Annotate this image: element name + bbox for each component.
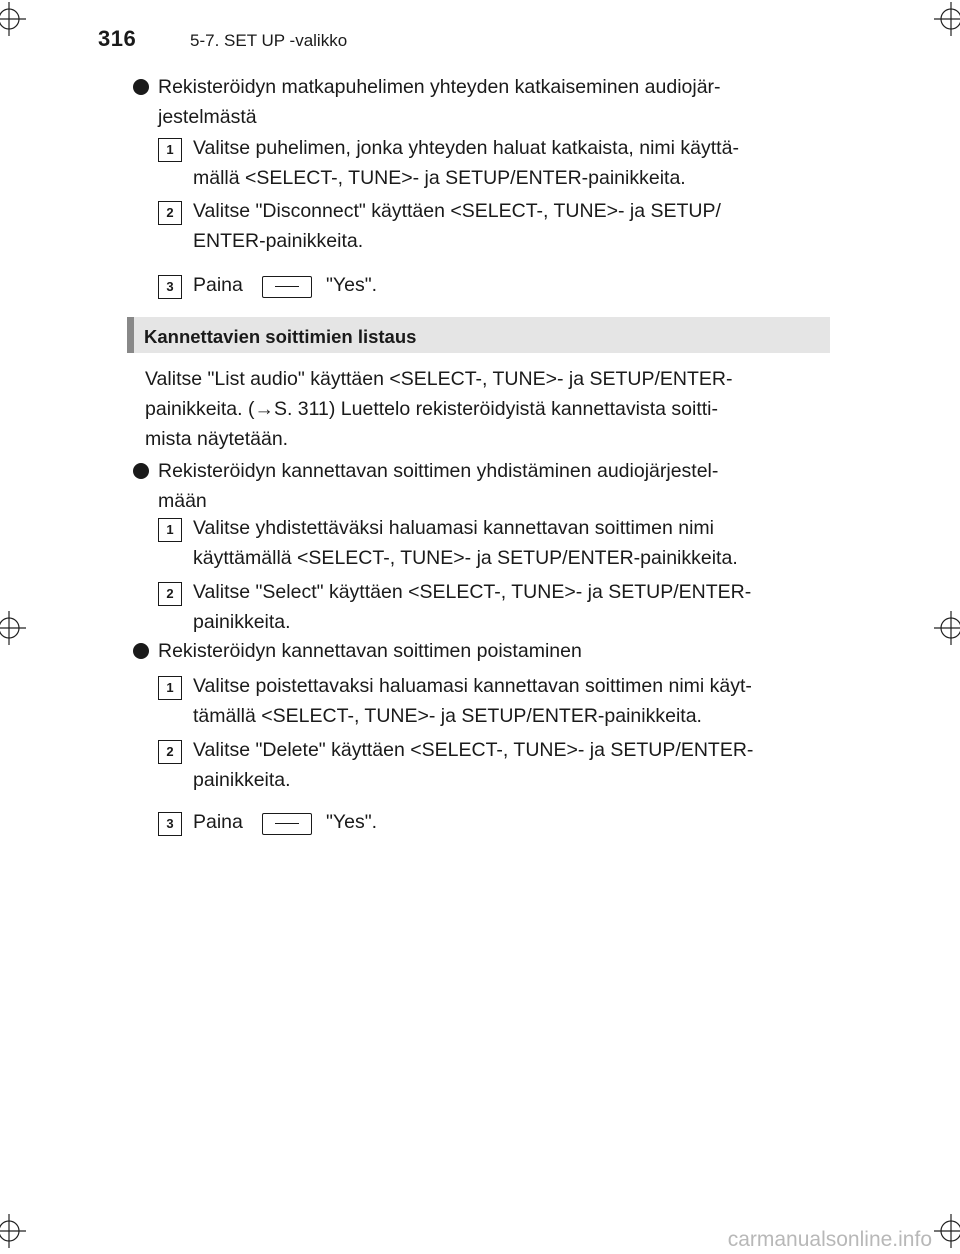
crop-mark-middle-right-icon xyxy=(934,611,960,645)
step-text: Valitse "Disconnect" käyttäen <SELECT-, TUNE>- ja SETUP/ ENTER-painikkeita. xyxy=(193,200,721,252)
crop-mark-bottom-right-icon xyxy=(934,1214,960,1248)
step-text: Valitse "Select" käyttäen <SELECT-, TUNE>- ja SETUP/ENTER- painikkeita. xyxy=(193,581,752,633)
bullet-icon xyxy=(133,79,149,95)
crop-mark-bottom-left-icon xyxy=(0,1214,26,1248)
page-number: 316 xyxy=(98,26,137,51)
step-text: Valitse poistettavaksi haluamasi kannettavan soittimen nimi käyt- tämällä <SELECT-, TUNE>- ja SETUP/ENTER-painikkeita. xyxy=(193,675,752,727)
step-text-before: Paina xyxy=(193,274,243,296)
crop-mark-top-left-icon xyxy=(0,2,26,36)
bullet-icon xyxy=(133,463,149,479)
block1-heading: Rekisteröidyn matkapuhelimen yhteyden katkaiseminen audiojär- jestelmästä xyxy=(158,76,721,128)
step-number-box: 2 xyxy=(158,201,182,225)
section-title: Kannettavien soittimien listaus xyxy=(144,326,417,347)
watermark-text: carmanualsonline.info xyxy=(727,1228,932,1251)
block3-heading: Rekisteröidyn kannettavan soittimen poistaminen xyxy=(158,640,582,662)
section-intro: Valitse "List audio" käyttäen <SELECT-, TUNE>- ja SETUP/ENTER- painikkeita. (→S. 311) Luettelo rekisteröidyistä kannettavista soitti- mista näytetään. xyxy=(145,368,733,450)
step-text-after: "Yes". xyxy=(326,274,378,296)
crop-mark-top-right-icon xyxy=(934,2,960,36)
block2-heading: Rekisteröidyn kannettavan soittimen yhdistäminen audiojärjestel- mään xyxy=(158,460,719,512)
bullet-icon xyxy=(133,643,149,659)
step-text: Valitse puhelimen, jonka yhteyden haluat katkaista, nimi käyttä- mällä <SELECT-, TUNE>- ja SETUP/ENTER-painikkeita. xyxy=(193,137,739,189)
back-button-icon xyxy=(262,813,312,835)
crop-mark-middle-left-icon xyxy=(0,611,26,645)
step-number-box: 3 xyxy=(158,275,182,299)
step-text: Valitse yhdistettäväksi haluamasi kannettavan soittimen nimi käyttämällä <SELECT-, TUNE>- ja SETUP/ENTER-painikkeita. xyxy=(193,517,738,569)
step-text-before: Paina xyxy=(193,811,243,833)
step-text-after: "Yes". xyxy=(326,811,378,833)
step-number-box: 3 xyxy=(158,812,182,836)
step-number-box: 2 xyxy=(158,740,182,764)
step-number-box: 1 xyxy=(158,676,182,700)
step-number-box: 2 xyxy=(158,582,182,606)
step-number-box: 1 xyxy=(158,138,182,162)
step-number-box: 1 xyxy=(158,518,182,542)
step-text: Valitse "Delete" käyttäen <SELECT-, TUNE>- ja SETUP/ENTER- painikkeita. xyxy=(193,739,754,791)
back-button-icon xyxy=(262,276,312,298)
header-section-title: 5-7. SET UP -valikko xyxy=(190,31,348,50)
